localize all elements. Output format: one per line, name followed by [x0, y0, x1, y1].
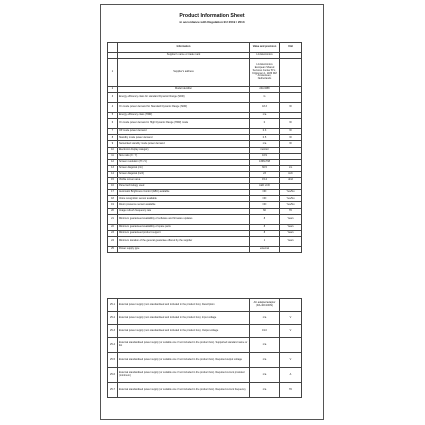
row-value: 0.3 [250, 129, 280, 135]
row-unit: Yes/No [280, 196, 302, 202]
row-number: 25-3 [108, 325, 118, 338]
row-label: Minimum duration of the general guarantee offered by the supplier [118, 236, 250, 246]
row-value: 8 [250, 224, 280, 230]
header-information: Information [118, 43, 250, 53]
row-value: n/a [250, 383, 280, 398]
row-unit: W [280, 129, 302, 135]
row-label: Room presence sensor available [118, 202, 250, 208]
row-label: Screen diagonal (cm) [118, 165, 250, 171]
row-unit: inch [280, 171, 302, 177]
row-label: External standardised power supply (or suitable one if not included in the product box). Required output voltage [118, 353, 250, 368]
row-unit [280, 299, 302, 312]
row-number: 18 [108, 196, 118, 202]
row-value: 60.5 [250, 165, 280, 171]
row-unit [280, 246, 302, 252]
header-num [108, 43, 118, 53]
row-value: 8 [250, 214, 280, 224]
row-label: Electronic display category [118, 147, 250, 153]
row-unit: W [280, 103, 302, 113]
row-number: 14 [108, 171, 118, 177]
row-value: 18.3 [250, 103, 280, 113]
row-label: Model identifier [118, 87, 250, 93]
row-number: 13 [108, 165, 118, 171]
row-unit: Yes/No [280, 190, 302, 196]
row-number: 9 [108, 141, 118, 147]
row-value: external [250, 246, 280, 252]
row-value: G [250, 93, 280, 103]
row-number: 25-4 [108, 338, 118, 353]
row-unit: W [280, 119, 302, 129]
row-value: n/a [250, 338, 280, 353]
row-label: External power supply (non standardised and included in the product box). Output voltage [118, 325, 250, 338]
row-value: n/a [250, 353, 280, 368]
row-number: 20 [108, 208, 118, 214]
sheet-subtitle: in accordance with Regulation EU 2019 / 2013 [179, 20, 245, 24]
row-number: 12 [108, 159, 118, 165]
row-value: 60 [250, 208, 280, 214]
row-number: 25-7 [108, 383, 118, 398]
row-value: 24LN458 [250, 87, 280, 93]
row-value: 19.0 [250, 325, 280, 338]
row-value: NO [250, 196, 280, 202]
row-unit [280, 93, 302, 103]
row-value: LED LCD [250, 184, 280, 190]
row-number: 4 [108, 103, 118, 113]
row-value: 16:9 [250, 153, 280, 159]
row-label: Size ratio (X : Y) [118, 153, 250, 159]
row-number: 16 [108, 184, 118, 190]
row-number: 23 [108, 230, 118, 236]
row-unit: Years [280, 230, 302, 236]
row-value: AC adapter/adaptor (DA-40C10DS) [250, 299, 280, 312]
row-value: 23 [250, 171, 280, 177]
row-number: 21 [108, 214, 118, 224]
row-number: 24 [108, 236, 118, 246]
row-value: n/a [250, 368, 280, 383]
row-label: Screen diagonal (inch) [118, 171, 250, 177]
row-label: On mode power demand for Standard Dynamic Range (SDR) [118, 103, 250, 113]
table-row [108, 368, 302, 383]
row-value: LG Electronics European Shared Services Center B.V., Krijgsman 1, 1186 DM Amstelveen, Netherlands [250, 59, 280, 87]
row-unit: Years [280, 224, 302, 230]
row-label: External power supply (non standardised and included in the product box). Input voltage [118, 312, 250, 325]
row-number: 2 [108, 87, 118, 93]
row-value: 1 [250, 236, 280, 246]
row-label: Voice recognition sensor available [118, 196, 250, 202]
row-unit: cm [280, 165, 302, 171]
row-unit: Hz [280, 383, 302, 398]
row-number: 25-1 [108, 299, 118, 312]
table-row [108, 338, 302, 353]
row-value: 0 [250, 119, 280, 129]
table-row [108, 59, 302, 87]
row-label: Off mode power demand [118, 129, 250, 135]
row-value: n/a [250, 312, 280, 325]
row-number: 25-5 [108, 353, 118, 368]
row-unit: Years [280, 236, 302, 246]
row-number: 17 [108, 190, 118, 196]
row-number: 19 [108, 202, 118, 208]
row-number: 25-2 [108, 312, 118, 325]
row-number: 10 [108, 147, 118, 153]
row-unit: Hz [280, 208, 302, 214]
table-row [108, 383, 302, 398]
row-value: 1366x768 [250, 159, 280, 165]
row-value: 15.4 [250, 178, 280, 184]
row-unit: V [280, 325, 302, 338]
row-label: External standardised power supply (or suitable one if not included in the product box). Supported standard name or list [118, 338, 250, 353]
row-number: 1 [108, 59, 118, 87]
row-label: Energy efficiency class (HDR) [118, 113, 250, 119]
product-information-sheet [100, 4, 324, 420]
row-label: Supplier's address [118, 59, 250, 87]
row-label: Minimum guaranteed product support [118, 230, 250, 236]
row-number: 3 [108, 93, 118, 103]
row-label: Power supply type [118, 246, 250, 252]
header-value: Value and precision [250, 43, 280, 53]
row-unit: V [280, 353, 302, 368]
table-row [108, 299, 302, 312]
row-unit [280, 59, 302, 87]
table-row [108, 119, 302, 129]
row-label: Panel technology used [118, 184, 250, 190]
row-unit: V [280, 312, 302, 325]
row-value: 8 [250, 230, 280, 236]
row-unit: W [280, 141, 302, 147]
row-number: 25-6 [108, 368, 118, 383]
power-supply-table [107, 298, 302, 398]
row-value: NO [250, 202, 280, 208]
row-label: Minimum guaranteed availability of software and firmware updates [118, 214, 250, 224]
row-label: Visible screen area [118, 178, 250, 184]
table-row [108, 93, 302, 103]
row-label: External standardised power supply (or suitable one if not included in the product box). Required current provided (minimum) [118, 368, 250, 383]
row-number: 11 [108, 153, 118, 159]
row-value: n/a [250, 113, 280, 119]
row-value: 0.5 [250, 135, 280, 141]
row-value: LG Electronics [250, 53, 280, 59]
row-value: monitor [250, 147, 280, 153]
row-label: Energy efficiency class for standard Dynamic Range (SDR) [118, 93, 250, 103]
row-number: 25 [108, 246, 118, 252]
row-unit: dm2 [280, 178, 302, 184]
table-row [108, 214, 302, 224]
row-unit: A [280, 368, 302, 383]
row-label: Standby mode power demand [118, 135, 250, 141]
row-label: On mode power demand in High Dynamic Range (HDR) mode [118, 119, 250, 129]
table-row [108, 325, 302, 338]
row-number: 15 [108, 178, 118, 184]
row-number: 8 [108, 135, 118, 141]
row-unit [280, 338, 302, 353]
row-label: Automatic Brightness Control (ABC) available [118, 190, 250, 196]
row-label: External standardised power supply (or suitable one if not included in the product box). Required current frequency [118, 383, 250, 398]
row-value: n/a [250, 141, 280, 147]
row-label: Screen resolution (H x V) [118, 159, 250, 165]
row-unit: Years [280, 214, 302, 224]
row-label: Minimum guaranteed availability of spare parts [118, 224, 250, 230]
row-number: 6 [108, 119, 118, 129]
row-label: Networked standby mode power demand [118, 141, 250, 147]
row-unit: W [280, 135, 302, 141]
table-row [108, 312, 302, 325]
table-row [108, 103, 302, 113]
row-number: 7 [108, 129, 118, 135]
row-label: Supplier's name or trade mark [118, 53, 250, 59]
row-label: Image refresh frequency rate [118, 208, 250, 214]
row-unit: Yes/No [280, 202, 302, 208]
row-number: 5 [108, 113, 118, 119]
row-number: 22 [108, 224, 118, 230]
sheet-title: Product Information Sheet [179, 13, 245, 19]
table-header-row [108, 43, 302, 53]
table-row [108, 353, 302, 368]
row-value: NO [250, 190, 280, 196]
header-unit: Unit [280, 43, 302, 53]
row-label: External power supply (non standardised and included in the product box). Description [118, 299, 250, 312]
info-table [107, 42, 302, 253]
table-row [108, 246, 302, 252]
table-row [108, 236, 302, 246]
